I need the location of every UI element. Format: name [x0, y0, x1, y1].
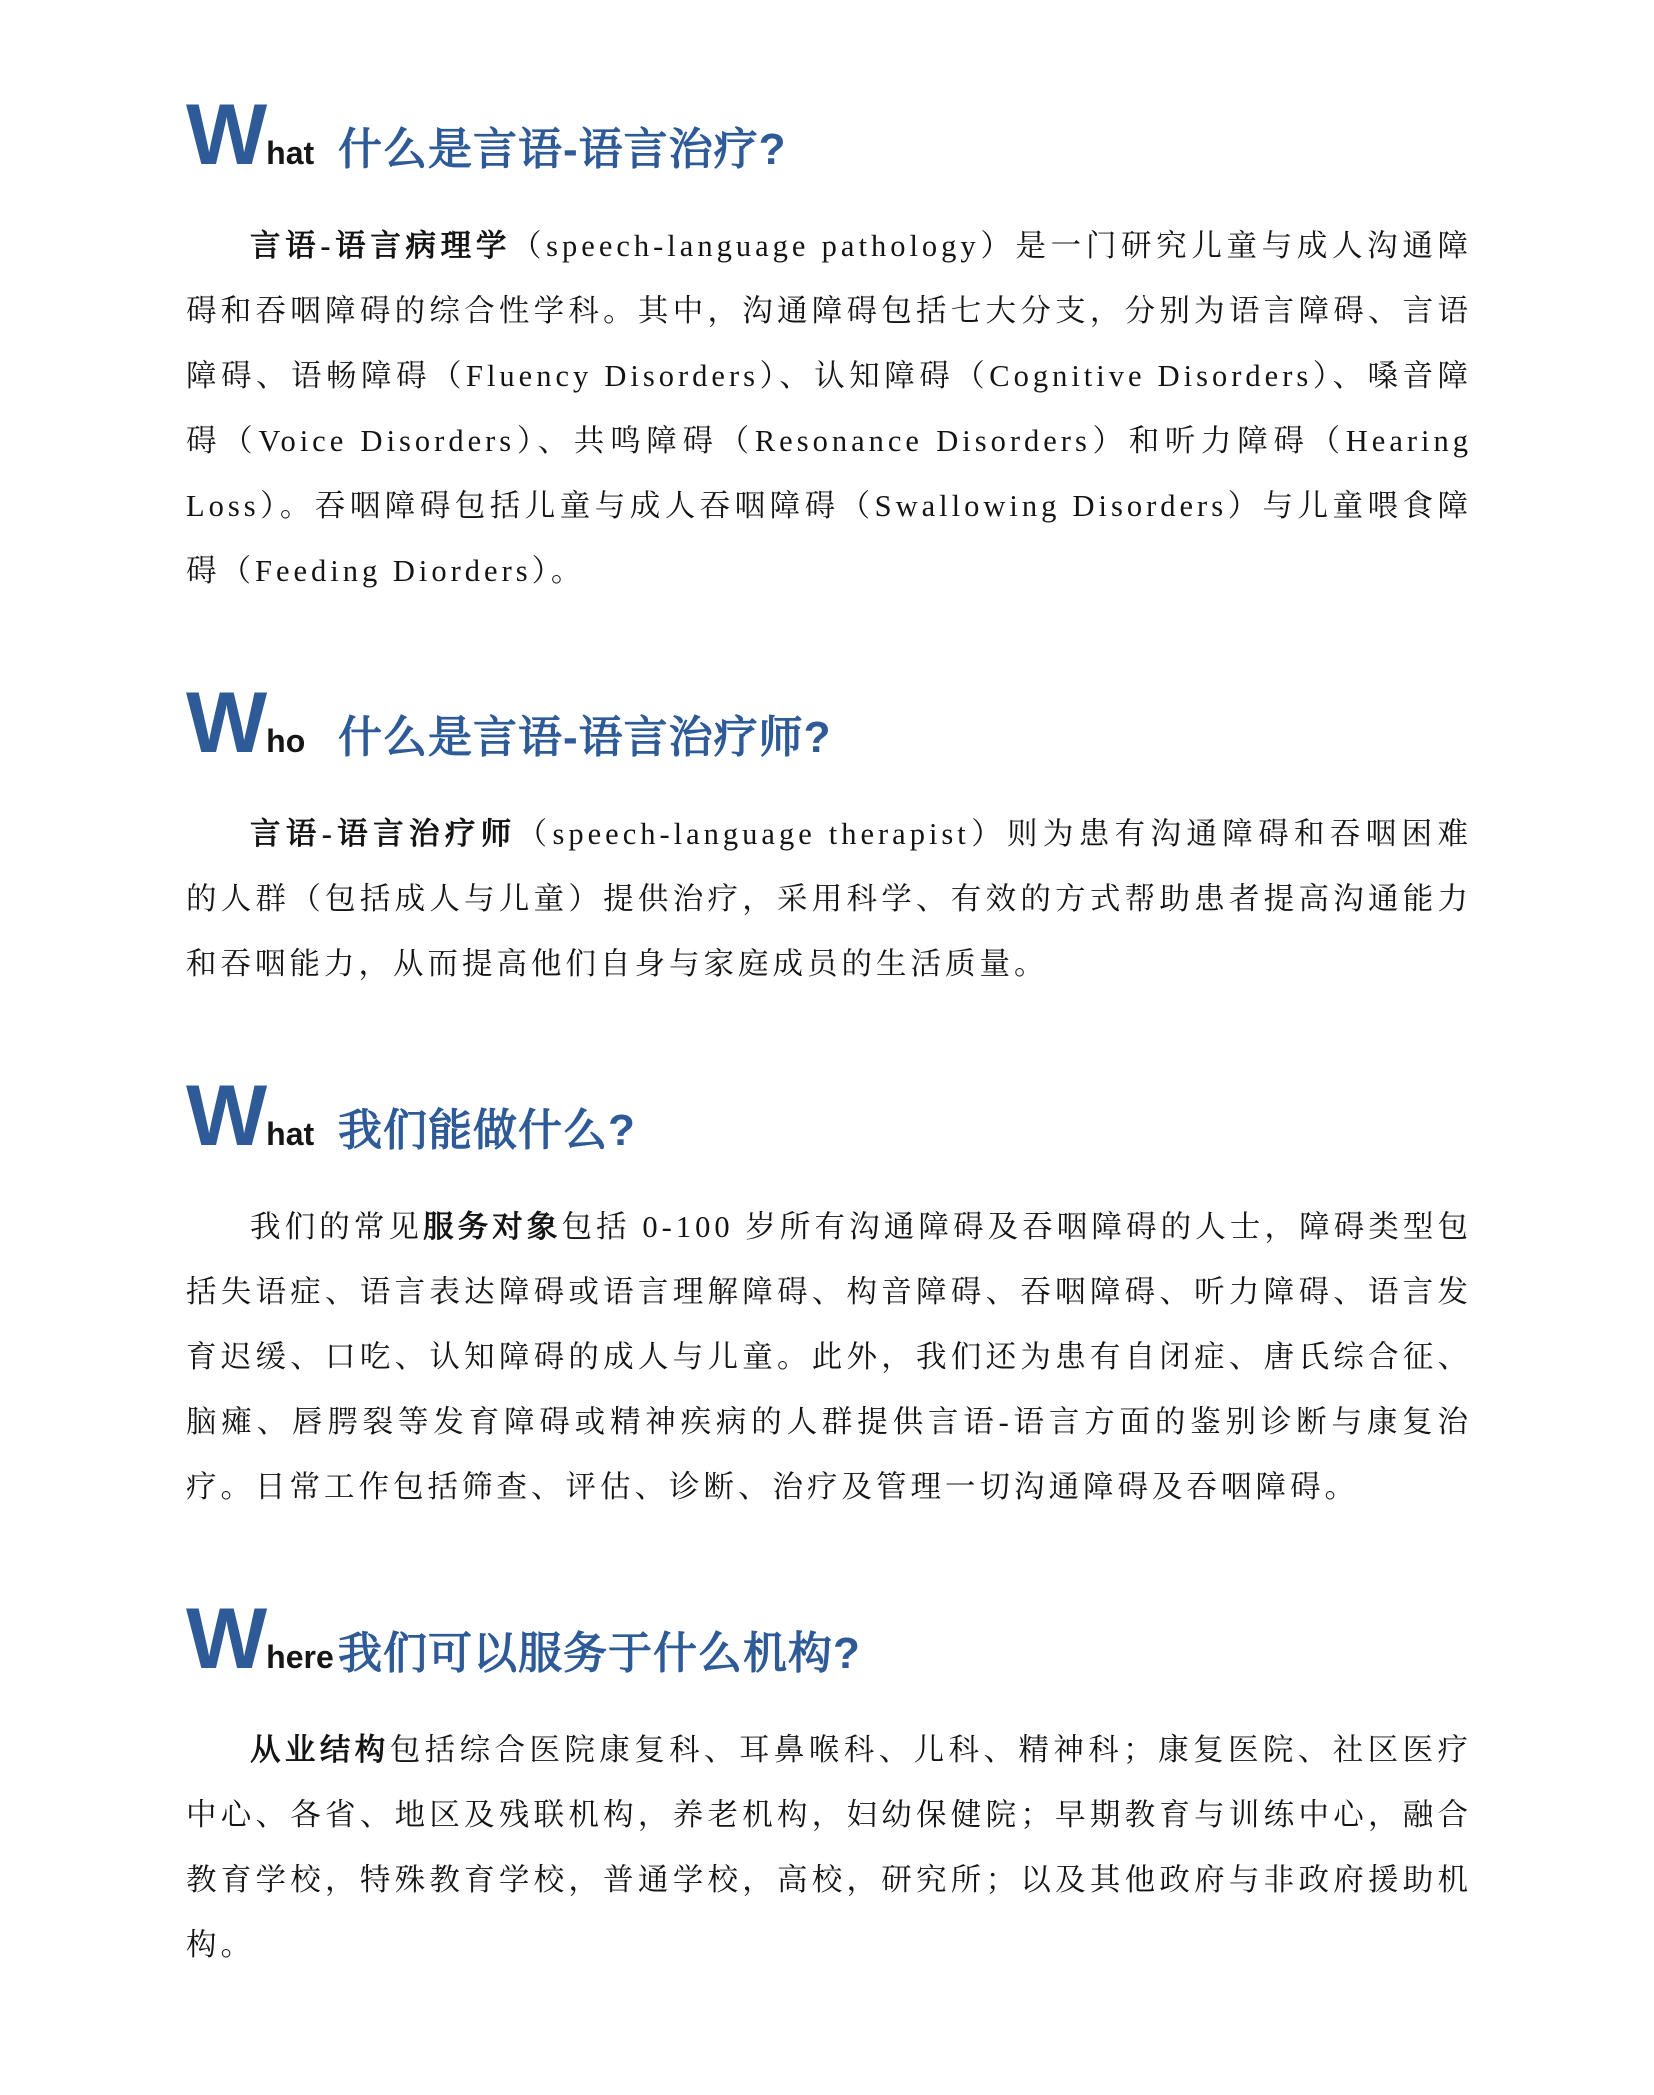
section-heading: [186, 1068, 1472, 1164]
section-heading: [186, 675, 1472, 771]
heading-english-word: [186, 675, 338, 771]
paragraph-bold-lead: 从业结构: [250, 1733, 390, 1767]
heading-english-word: [186, 87, 338, 183]
heading-initial-w: W: [186, 675, 265, 771]
paragraph-text: （speech-language therapist）则为患有沟通障碍和吞咽困难的人群（包括成人与儿童）提供治疗，采用科学、有效的方式帮助患者提高沟通能力和吞咽能力，从而提高他们自身与家庭成员的生活质量。: [186, 817, 1472, 981]
section-where-can-we-serve: [186, 1591, 1473, 1978]
heading-initial-w: W: [186, 1591, 265, 1687]
heading-title: 什么是言语-语言治疗师?: [338, 713, 832, 762]
heading-english-word: [186, 1591, 338, 1687]
heading-initial-w: W: [186, 87, 265, 183]
body-paragraph: [186, 802, 1472, 997]
section-heading: [186, 87, 1472, 183]
heading-title: 什么是言语-语言治疗?: [338, 125, 787, 174]
section-what-can-we-do: [186, 1068, 1473, 1520]
heading-title: 我们可以服务于什么机构?: [338, 1629, 861, 1678]
paragraph-text-pre: 我们的常见: [250, 1210, 424, 1244]
body-paragraph: [186, 1195, 1472, 1520]
heading-word-suffix: hat: [266, 1116, 315, 1152]
heading-word-suffix: hat: [266, 135, 315, 171]
paragraph-text: 包括 0-100 岁所有沟通障碍及吞咽障碍的人士，障碍类型包括失语症、语言表达障碍或语言理解障碍、构音障碍、吞咽障碍、听力障碍、语言发育迟缓、口吃、认知障碍的成人与儿童。此外，我们还为患有自闭症、唐氏综合征、脑瘫、唇腭裂等发育障碍或精神疾病的人群提供言语-语言方面的鉴别诊断与康复治疗。日常工作包括筛查、评估、诊断、治疗及管理一切沟通障碍及吞咽障碍。: [186, 1210, 1473, 1504]
section-heading: [186, 1591, 1472, 1687]
heading-english-word: [186, 1068, 338, 1164]
paragraph-bold-lead: 言语-语言治疗师: [250, 817, 517, 851]
heading-title: 我们能做什么?: [338, 1106, 636, 1155]
paragraph-bold-lead: 服务对象: [423, 1210, 562, 1244]
body-paragraph: [186, 214, 1472, 604]
section-what-is-speech-language-therapy: [186, 87, 1472, 604]
section-who-is-speech-language-therapist: [186, 675, 1472, 997]
paragraph-text: 包括综合医院康复科、耳鼻喉科、儿科、精神科；康复医院、社区医疗中心、各省、地区及残联机构，养老机构，妇幼保健院；早期教育与训练中心，融合教育学校，特殊教育学校，普通学校，高校，研究所；以及其他政府与非政府援助机构。: [186, 1733, 1473, 1962]
heading-word-suffix: here: [266, 1639, 334, 1675]
paragraph-text: （speech-language pathology）是一门研究儿童与成人沟通障碍和吞咽障碍的综合性学科。其中，沟通障碍包括七大分支，分别为语言障碍、言语障碍、语畅障碍（Fluency Disorders）、认知障碍（Cognitive Disorders）、嗓音障碍（Voice Disorders）、共鸣障碍（Resonance Disorders）和听力障碍（Hearing Loss）。吞咽障碍包括儿童与成人吞咽障碍（Swallowing Disorders）与儿童喂食障碍（Feeding Diorders）。: [186, 229, 1472, 588]
heading-initial-w: W: [186, 1068, 265, 1164]
paragraph-bold-lead: 言语-语言病理学: [250, 229, 511, 263]
body-paragraph: [186, 1718, 1472, 1978]
heading-word-suffix: ho: [266, 723, 306, 759]
